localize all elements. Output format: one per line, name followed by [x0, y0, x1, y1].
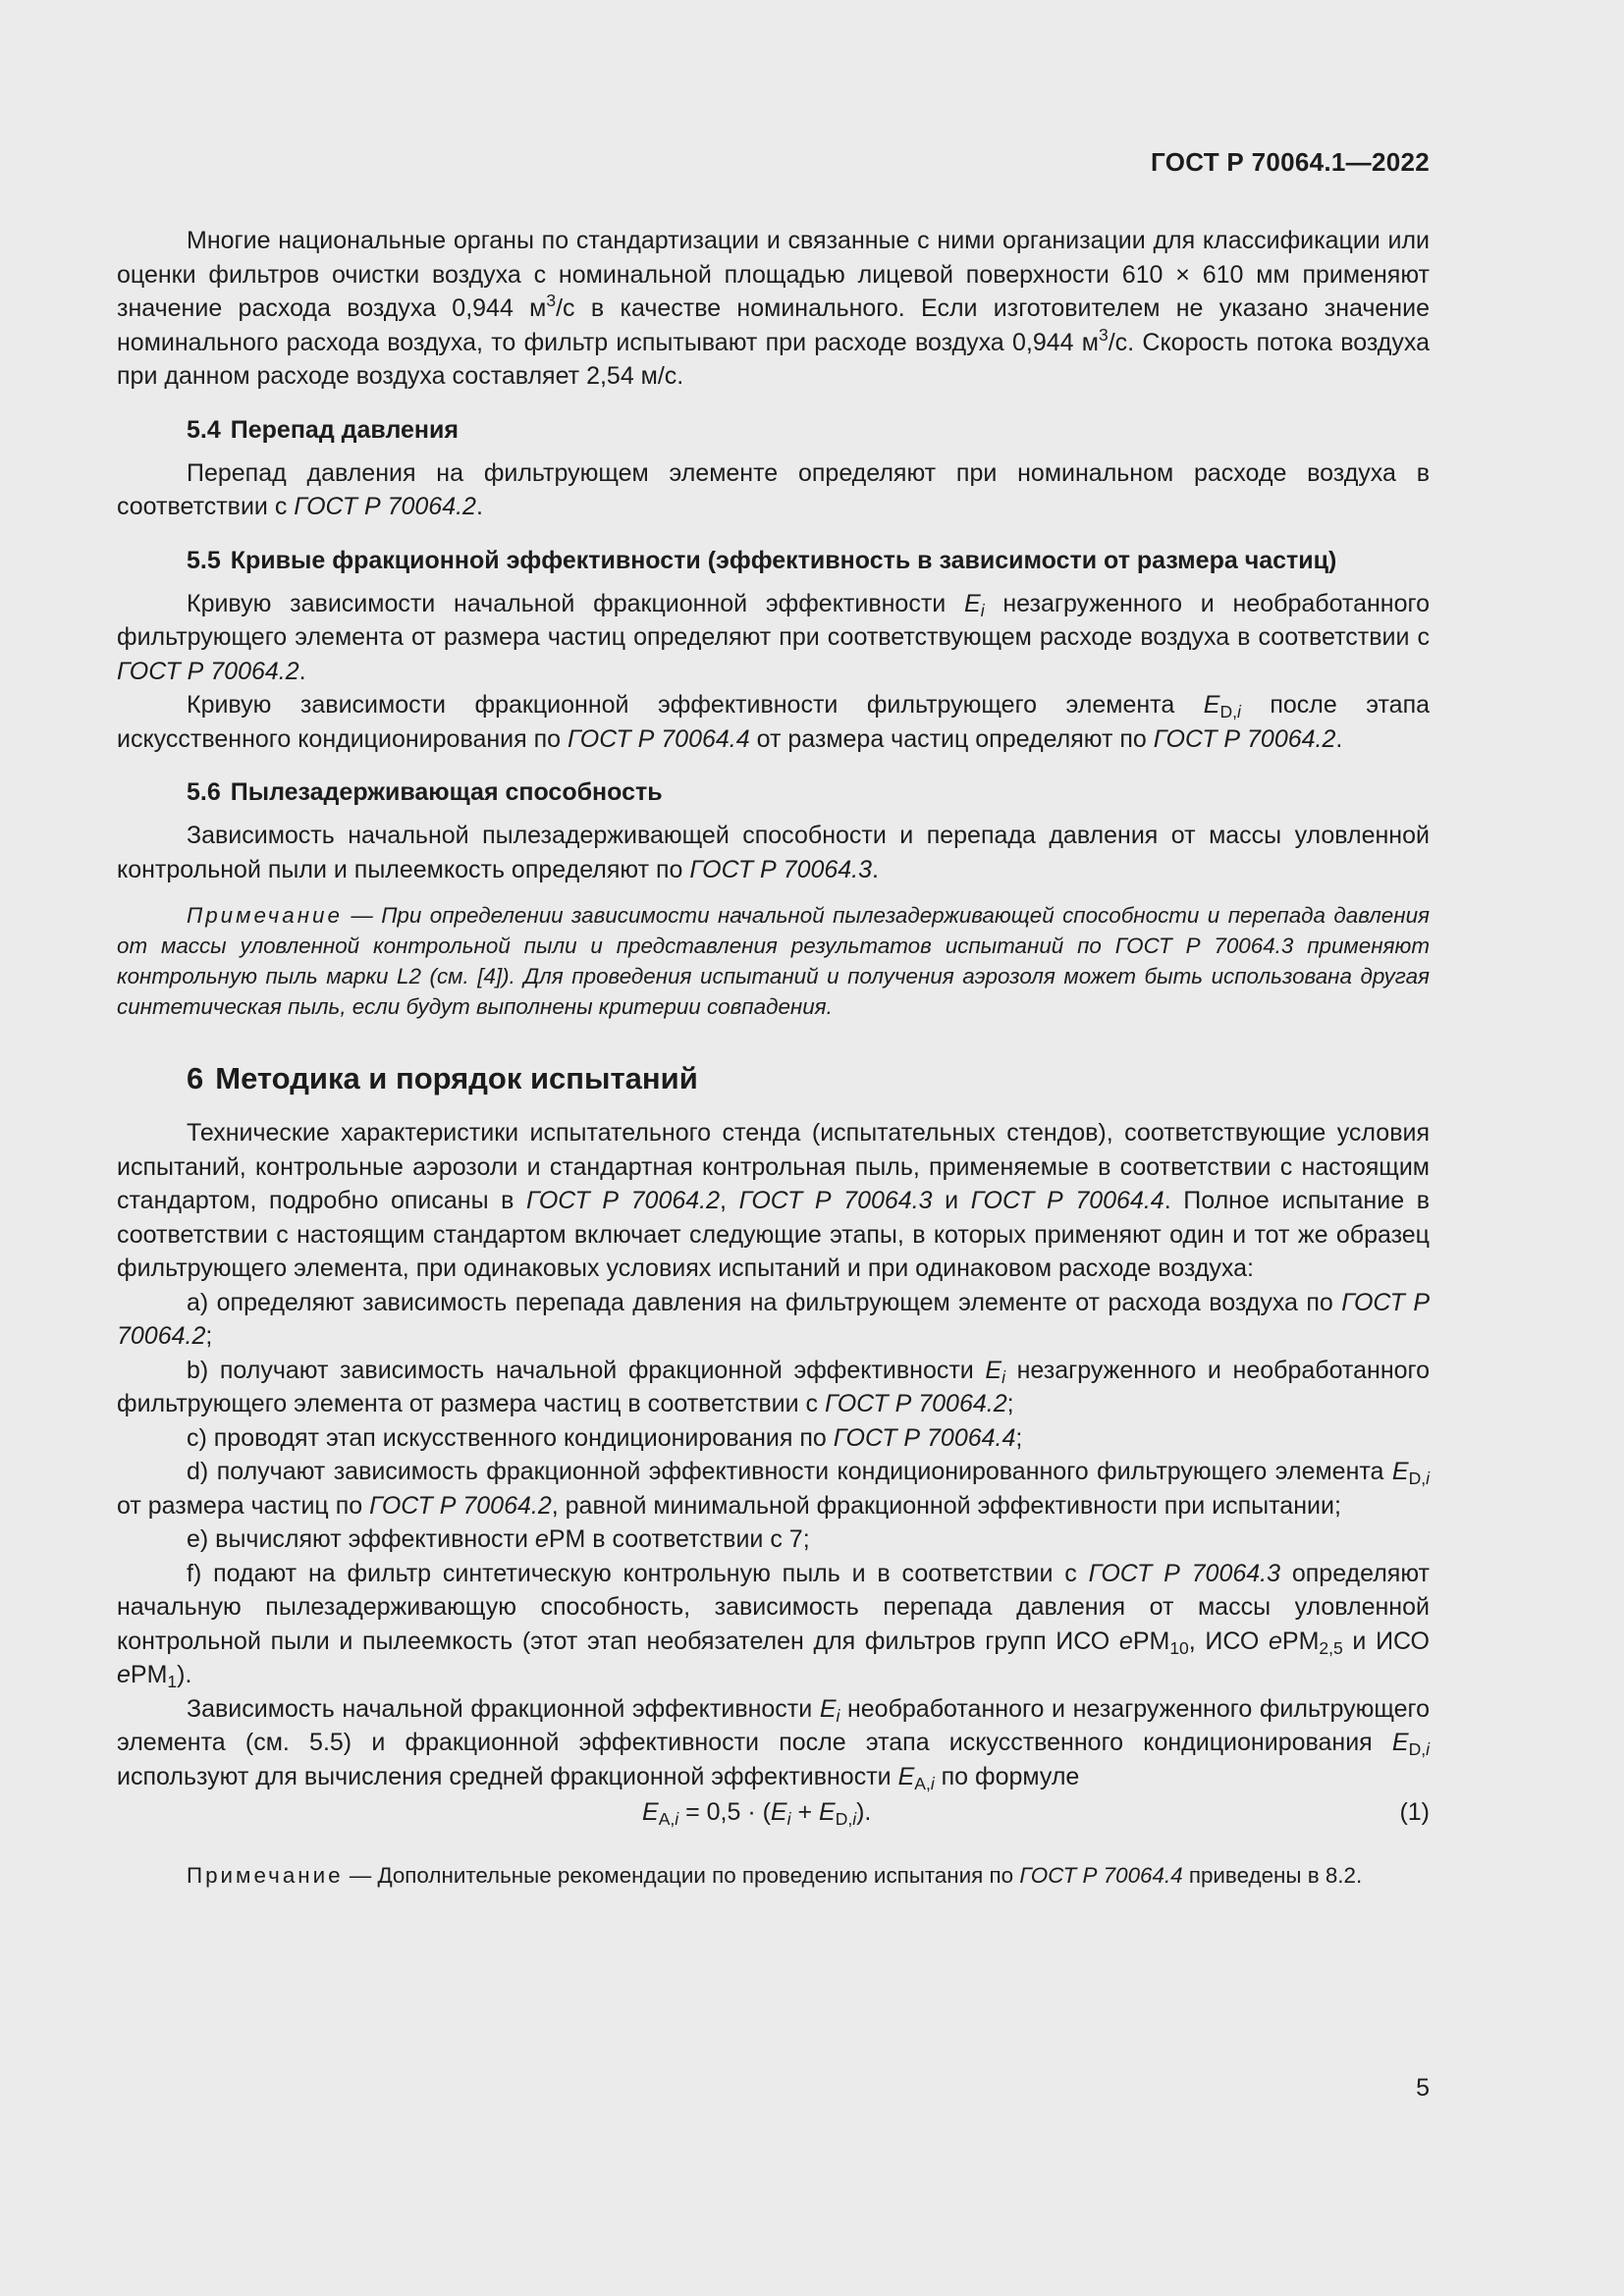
list-item-b: b) получают зависимость начальной фракционной эффективности $E_i$ незагруженного и необработанного фильтрующего элемента от размера частиц в соответствии с ГОСТ Р 70064.2;	[117, 1356, 1430, 1417]
section-6-paragraph-2: Зависимость начальной фракционной эффективности $E_i$ необработанного и незагруженного фильтрующего элемента (см. 5.5) и фракционной эффективности после этапа искусственного кондиционирования $E_{D,i}$ используют для вычисления средней фракционной эффективности $E_{A,i}$ по формуле	[117, 1694, 1431, 1793]
list-item-f: f) подают на фильтр синтетическую контрольную пыль и в соответствии с ГОСТ Р 70064.3 определяют начальную пылезадерживающую способность, зависимость перепада давления от массы уловленной контрольной пыли и пылеемкость (этот этап необязателен для фильтров групп ИСО ePM$_{10}$, ИСО ePM$_{2,5}$ и ИСО ePM$_1$).	[117, 1559, 1430, 1691]
list-item-d: d) получают зависимость фракционной эффективности кондиционированного фильтрующего элемента $E_{D,i}$ от размера частиц по ГОСТ Р 70064.2, равной минимальной фракционной эффективности при испытании;	[117, 1458, 1430, 1520]
section-5-6-heading: 5.6 Пылезадерживающая способность	[187, 778, 663, 806]
document-body	[117, 224, 1430, 1891]
section-5-4-paragraph: Перепад давления на фильтрующем элементе определяют при номинальном расходе воздуха в соответствии с ГОСТ Р 70064.2.	[117, 458, 1430, 520]
section-6-note: Примечание — Дополнительные рекомендации по проведению испытания по ГОСТ Р 70064.4 приведены в 8.2.	[187, 1863, 1363, 1888]
section-6-paragraph-1: Технические характеристики испытательного стенда (испытательных стендов), соответствующие условия испытаний, контрольные аэрозоли и стандартная контрольная пыль, применяемые в соответствии с настоящим стандартом, подробно описаны в ГОСТ Р 70064.2, ГОСТ Р 70064.3 и ГОСТ Р 70064.4. Полное испытание в соответствии с настоящим стандартом включает следующие этапы, в которых применяют один и тот же образец фильтрующего элемента, при одинаковых условиях испытаний и при одинаковом расходе воздуха:	[117, 1119, 1430, 1282]
section-5-6-note: Примечание — При определении зависимости начальной пылезадерживающей способности и перепада давления от массы уловленной контрольной пыли и представления результатов испытаний по ГОСТ Р 70064.3 применяют контрольную пыль марки L2 (см. [4]). Для проведения испытаний и получения аэрозоля может быть использована другая синтетическая пыль, если будут выполнены критерии совпадения.	[117, 903, 1430, 1019]
formula-1	[117, 1795, 1430, 1835]
section-5-4-heading: 5.4 Перепад давления	[187, 415, 459, 444]
document-code-header: ГОСТ Р 70064.1—2022	[1151, 147, 1430, 177]
section-5-5-heading: 5.5 Кривые фракционной эффективности (эффективность в зависимости от размера частиц)	[187, 546, 1337, 574]
list-item-c: c) проводят этап искусственного кондиционирования по ГОСТ Р 70064.4;	[187, 1423, 1023, 1452]
section-5-5-paragraph-2: Кривую зависимости фракционной эффективности фильтрующего элемента $E_{D,i}$ после этапа искусственного кондиционирования по ГОСТ Р 70064.4 от размера частиц определяют по ГОСТ Р 70064.2.	[117, 691, 1431, 753]
section-5-6-paragraph: Зависимость начальной пылезадерживающей способности и перепада давления от массы уловленной контрольной пыли и пылеемкость определяют по ГОСТ Р 70064.3.	[117, 822, 1430, 883]
list-item-a: a) определяют зависимость перепада давления на фильтрующем элементе от расхода воздуха по ГОСТ Р 70064.2;	[117, 1288, 1430, 1350]
list-item-e: e) вычисляют эффективности ePM в соответствии с 7;	[187, 1525, 810, 1553]
section-6-heading: 6 Методика и порядок испытаний	[187, 1061, 698, 1095]
formula-number: (1)	[1399, 1798, 1430, 1826]
section-5-5-paragraph-1: Кривую зависимости начальной фракционной эффективности $E_i$ незагруженного и необработанного фильтрующего элемента от размера частиц определяют при соответствующем расходе воздуха в соответствии с ГОСТ Р 70064.2.	[117, 589, 1430, 685]
formula-expression: $E_{A,i} = 0,5 \cdot (E_i + E_{D,i})$.	[642, 1798, 872, 1829]
page-number: 5	[1416, 2074, 1430, 2102]
intro-paragraph: Многие национальные органы по стандартизации и связанные с ними организации для классификации или оценки фильтров очистки воздуха с номинальной площадью лицевой поверхности 610 × 610 мм применяют значение расхода воздуха 0,944 $м^3/с$ в качестве номинального. Если изготовителем не указано значение номинального расхода воздуха, то фильтр испытывают при расходе воздуха 0,944 $м^3/с$. Скорость потока воздуха при данном расходе воздуха составляет 2,54 м/с.	[117, 227, 1431, 390]
